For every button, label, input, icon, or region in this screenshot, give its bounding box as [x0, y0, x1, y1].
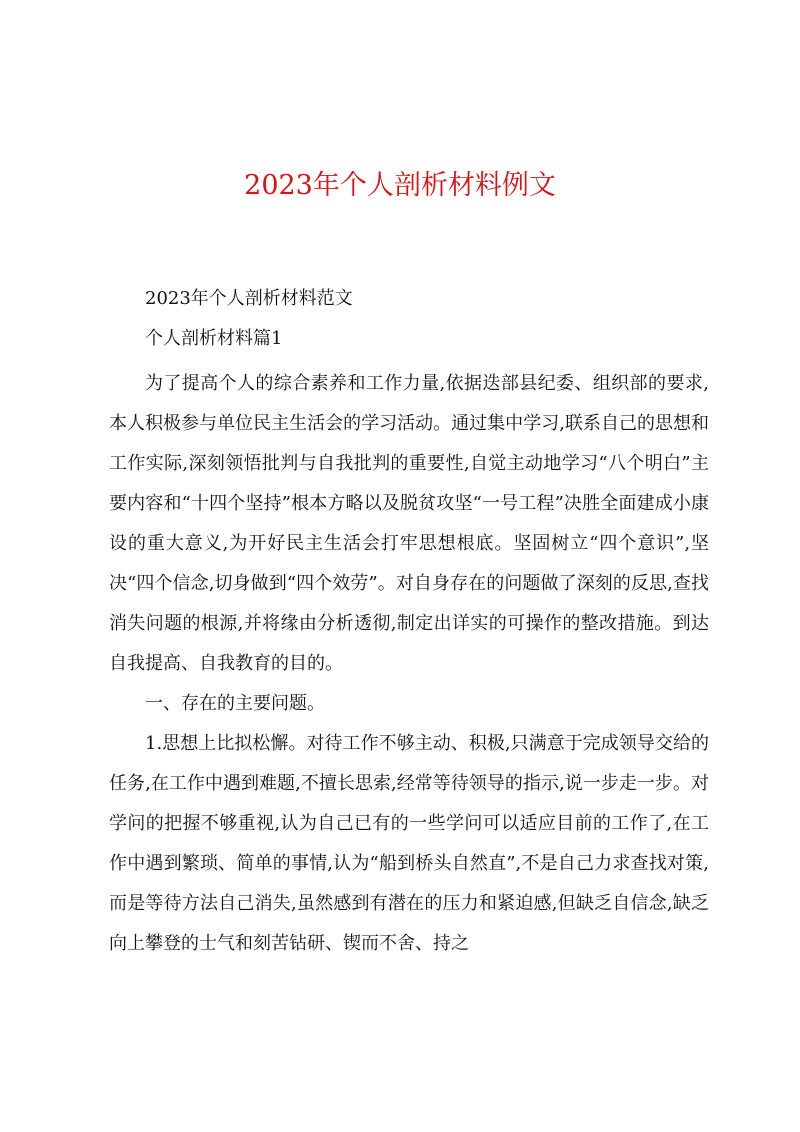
paragraph-problem-1: 1.思想上比拟松懈。对待工作不够主动、积极,只满意于完成领导交给的任务,在工作中遇到难题,不擅长思索,经常等待领导的指示,说一步走一步。对学问的把握不够重视,认为自己已有的一些学问可以适应目前的工作了,在工作中遇到繁琐、简单的事情,认为“船到桥头自然直”,不是自己力求查找对策,而是等待方法自己消失,虽然感到有潜在的压力和紧迫感,但缺乏自信念,缺乏向上攀登的士气和刻苦钻研、锲而不舍、持之 — [109, 733, 709, 954]
document-title: 2023年个人剖析材料例文 — [244, 170, 556, 201]
paragraph-heading-problems: 一、存在的主要问题。 — [145, 693, 325, 714]
document-subtitle: 2023年个人剖析材料范文 — [145, 288, 353, 309]
section-heading: 个人剖析材料篇1 — [145, 328, 283, 349]
paragraph-intro: 为了提高个人的综合素养和工作力量,依据迭部县纪委、组织部的要求,本人积极参与单位民主生活会的学习活动。通过集中学习,联系自己的思想和工作实际,深刻领悟批判与自我批判的重要性,自觉主动地学习“八个明白”主要内容和“十四个坚持”根本方略以及脱贫攻坚“一号工程”决胜全面建成小康设的重大意义,为开好民主生活会打牢思想根底。坚固树立“四个意识”,坚决“四个信念,切身做到“四个效劳”。对自身存在的问题做了深刻的反思,查找消失问题的根源,并将缘由分析透彻,制定出详实的可操作的整改措施。到达自我提高、自我教育的目的。 — [109, 373, 709, 674]
document-body — [109, 284, 709, 964]
